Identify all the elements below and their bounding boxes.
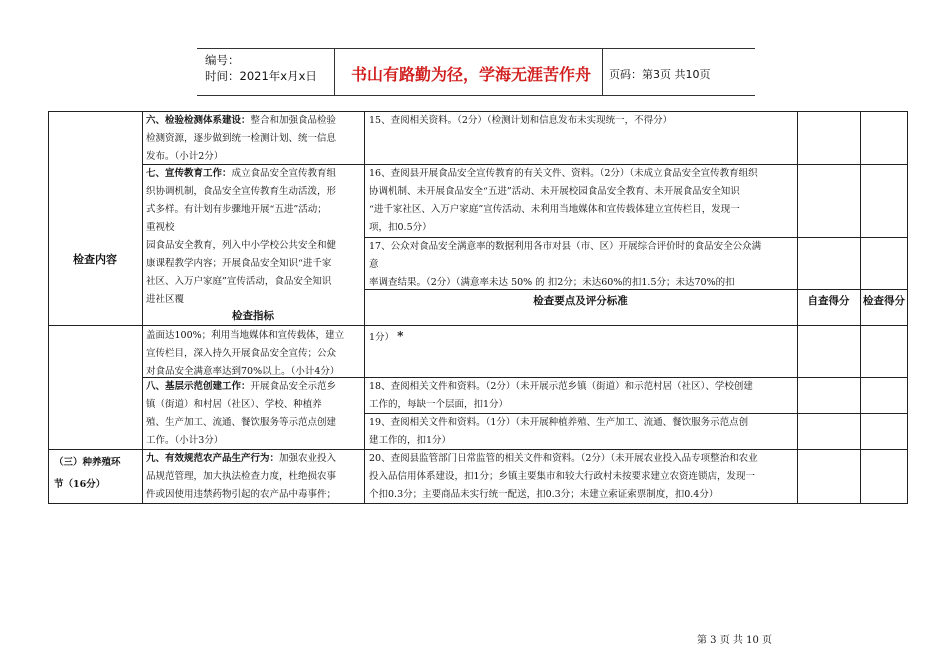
- header-divider: [602, 49, 603, 95]
- indicator-item-6: [146, 112, 362, 166]
- row-label-check-content: 检查内容: [73, 253, 117, 266]
- document-number-label: 编号：: [205, 53, 240, 67]
- criteria-16: [369, 165, 795, 237]
- indicator-item-7: [146, 165, 362, 309]
- criteria-text: 投入品信用体系建设，扣1分；乡镇主要集市和较大行政村未按要求建立农资连锁店，发现一: [369, 471, 756, 482]
- indicator-text: 殖、生产加工、流通、餐饮服务等示范点创建: [146, 417, 337, 428]
- indicator-title: 六、检验检测体系建设：: [146, 115, 251, 126]
- criteria-text: 率调查结果。（2分）（满意率未达 50% 的 扣2分；未达60%的扣1.5分；未达70%的扣: [369, 277, 735, 288]
- criteria-18: [369, 378, 795, 414]
- indicator-text: 镇（街道）和村居（社区）、学校、种植养: [146, 399, 322, 410]
- criteria-15: 15、查阅相关资料。（2分）（检测计划和信息发布未实现统一，不得分）: [369, 115, 673, 126]
- header-check-score: 检查得分: [863, 295, 905, 307]
- header-self-score: 自查得分: [807, 295, 850, 307]
- criteria-17: [369, 238, 795, 292]
- indicator-text: 盖面达100%；利用当地媒体和宣传载体，建立: [146, 330, 345, 341]
- page-footer: 第 3 页 共 10 页: [697, 635, 772, 646]
- criteria-text: 19、查阅相关文件和资料。（1分）（未开展种植养殖、生产加工、流通、餐饮服务示范点创: [369, 417, 749, 428]
- criteria-17-continued: [369, 327, 795, 347]
- indicator-item-8: [146, 378, 362, 450]
- indicator-text: 康课程教学内容；开展食品安全知识“进千家: [146, 258, 332, 269]
- indicator-text: 重视校: [146, 222, 175, 233]
- indicator-text: 发布。（小计2分）: [146, 151, 224, 162]
- criteria-text: 18、查阅相关文件和资料。（2分）（未开展示范乡镇（街道）和示范村居（社区）、学校创建: [369, 381, 753, 392]
- criteria-text: 1分）: [369, 332, 395, 343]
- header-meta: [205, 52, 317, 84]
- indicator-text: 宣传栏目，深入持久开展食品安全宣传；公众: [146, 348, 337, 359]
- inspection-table: [48, 111, 908, 504]
- indicator-text: 对食品安全满意率达到70%以上。（小计4分）: [146, 366, 340, 377]
- criteria-text: 个扣0.3分；主要商品未实行统一配送，扣0.3分；未建立索证索票制度，扣0.4分）: [369, 489, 719, 500]
- indicator-text: 进社区覆: [146, 294, 185, 305]
- section-3-label: [54, 452, 140, 496]
- header-indicator: 检查指标: [232, 310, 274, 322]
- indicator-text: 式多样。有计划有步骤地开展“五进”活动；: [146, 204, 327, 215]
- indicator-text: 社区、入万户家庭”宣传活动，食品安全知识: [146, 276, 332, 287]
- indicator-text: 整合和加强食品检验: [250, 115, 337, 126]
- page-header: [197, 48, 755, 96]
- indicator-text: 检测资源，逐步做到统一检测计划、统一信息: [146, 133, 337, 144]
- criteria-text: 意: [369, 259, 379, 270]
- header-motto: 书山有路勤为径，学海无涯苦作舟: [350, 65, 591, 84]
- indicator-text: 织协调机制，食品安全宣传教育生动活泼，形: [146, 186, 337, 197]
- criteria-text: “进千家社区、入万户家庭”宣传活动、未利用当地媒体和宣传载体建立宣传栏目，发现一: [369, 204, 740, 215]
- star-mark: *: [397, 329, 404, 343]
- criteria-19: [369, 414, 795, 450]
- section-3-line: 节（16分）: [54, 479, 106, 490]
- indicator-title: 七、宣传教育工作：: [146, 168, 232, 179]
- indicator-item-7-continued: [146, 327, 362, 381]
- indicator-text: 品规范管理，加大执法检查力度，杜绝损农事: [146, 471, 337, 482]
- indicator-title: 九、有效规范农产品生产行为：: [146, 453, 280, 464]
- section-3-line: （三）种养殖环: [54, 457, 121, 468]
- document-time-label: 时间：2021年x月x日: [205, 69, 317, 83]
- criteria-20: [369, 450, 795, 504]
- criteria-text: 建工作的，扣1分）: [369, 435, 452, 446]
- criteria-text: 协调机制、未开展食品安全“五进”活动、未开展校园食品安全教育、未开展食品安全知识: [369, 186, 740, 197]
- indicator-text: 加强农业投入: [279, 453, 337, 464]
- header-divider: [334, 49, 335, 95]
- header-criteria: 检查要点及评分标准: [533, 295, 628, 307]
- criteria-text: 项，扣0.5分）: [369, 222, 432, 233]
- criteria-text: 17、公众对食品安全满意率的数据利用各市对县（市、区）开展综合评价时的食品安全公众满: [369, 241, 762, 252]
- indicator-text: 件或因使用违禁药物引起的农产品中毒事件；: [146, 489, 337, 500]
- indicator-text: 园食品安全教育，列入中小学校公共安全和健: [146, 240, 337, 251]
- indicator-text: 成立食品安全宣传教育组: [231, 168, 337, 179]
- criteria-text: 工作的，每缺一个层面，扣1分）: [369, 399, 509, 410]
- indicator-title: 八、基层示范创建工作：: [146, 381, 251, 392]
- indicator-item-9: [146, 450, 362, 504]
- header-page-number: 页码：第3页 共10页: [609, 68, 711, 81]
- indicator-text: 工作。（小计3分）: [146, 435, 224, 446]
- criteria-text: 16、查阅县开展食品安全宣传教育的有关文件、资料。（2分）（未成立食品安全宣传教育组织: [369, 168, 758, 179]
- criteria-text: 20、查阅县监管部门日常监管的相关文件和资料。（2分）（未开展农业投入品专项整治和农业: [369, 453, 758, 464]
- indicator-text: 开展食品安全示范乡: [250, 381, 337, 392]
